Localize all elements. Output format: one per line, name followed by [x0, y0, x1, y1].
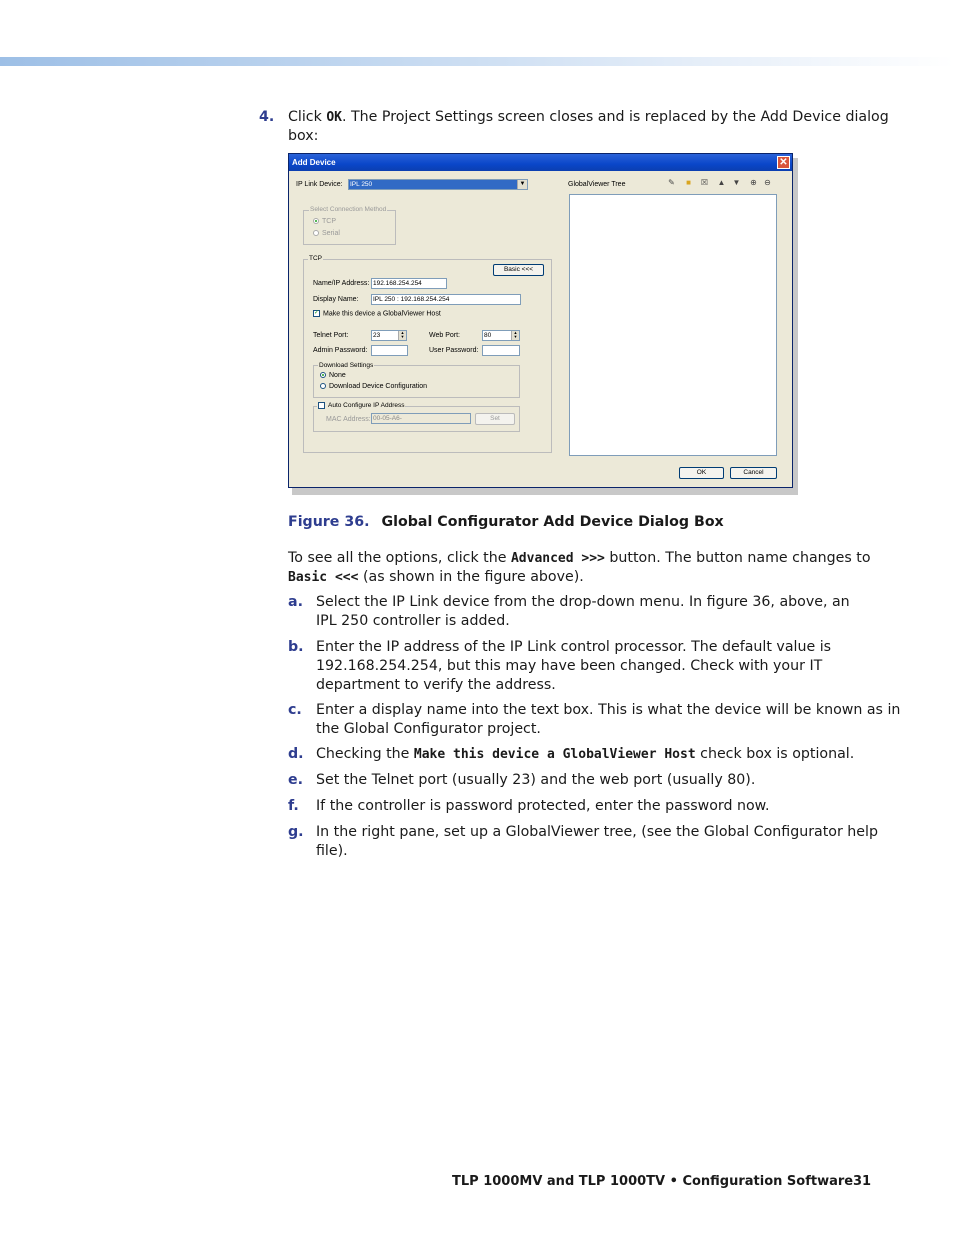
download-settings-group — [313, 365, 520, 398]
ip-link-dropdown[interactable]: IPL 250 ▼ — [348, 179, 528, 190]
dialog-title: Add Device — [289, 154, 792, 171]
step-text: Click OK. The Project Settings screen closes and is replaced by the Add Device dialog — [288, 109, 889, 125]
spinner-icon[interactable]: ▲ ▼ — [398, 331, 406, 340]
step-g-text: In the right pane, set up a GlobalViewer tree, (see the Global Configurator help — [316, 824, 878, 840]
set-button[interactable]: Set — [475, 413, 515, 425]
tcp-legend: TCP — [309, 255, 322, 262]
web-port-label: Web Port: — [429, 332, 460, 339]
cancel-button[interactable]: Cancel — [730, 467, 777, 479]
basic-button[interactable]: Basic <<< — [493, 264, 544, 276]
telnet-label: Telnet Port: — [313, 332, 349, 339]
add-device-dialog — [288, 153, 793, 488]
step-b-number: b. — [288, 639, 304, 655]
advanced-code: Advanced >>> — [510, 551, 605, 566]
delete-icon[interactable]: ☒ — [700, 178, 709, 187]
connection-method-legend: Select Connection Method — [310, 206, 387, 213]
ok-code: OK — [326, 110, 342, 125]
step-text-continued: box: — [288, 128, 319, 144]
intro-line-1: To see all the options, click the Advanced >>> button. The button name changes to — [288, 550, 871, 566]
display-name-field[interactable]: IPL 250 : 192.168.254.254 — [371, 294, 521, 305]
footer-title: TLP 1000MV and TLP 1000TV • Configuration Software — [452, 1174, 854, 1189]
step-f-number: f. — [288, 798, 299, 814]
display-name-label: Display Name: — [313, 296, 359, 303]
step-d-text: Checking the Make this device a GlobalViewer Host check box is optional. — [316, 746, 855, 762]
step-b-text-3: department to verify the address. — [316, 677, 556, 693]
move-down-icon[interactable]: ▼ — [732, 178, 741, 187]
tcp-radio[interactable]: TCP — [313, 218, 336, 225]
serial-radio[interactable]: Serial — [313, 230, 340, 237]
auto-ip-checkbox[interactable]: Auto Configure IP Address — [317, 402, 405, 409]
intro-line-2: Basic <<< (as shown in the figure above). — [288, 569, 584, 585]
spinner-icon[interactable]: ▲ ▼ — [511, 331, 519, 340]
step-c-text: Enter a display name into the text box. This is what the device will be known as in — [316, 702, 901, 718]
name-ip-label: Name/IP Address: — [313, 280, 370, 287]
step-b-text-2: 192.168.254.254, but this may have been changed. Check with your IT — [316, 658, 823, 674]
mac-address-label: MAC Address: — [326, 416, 371, 423]
step-a-text: Select the IP Link device from the drop-down menu. In figure 36, above, an — [316, 594, 850, 610]
remove-icon[interactable]: ⊖ — [764, 178, 771, 187]
admin-password-label: Admin Password: — [313, 347, 368, 354]
step-e-number: e. — [288, 772, 304, 788]
admin-password-field[interactable] — [371, 345, 408, 356]
connection-method-group — [303, 210, 396, 245]
name-ip-field[interactable]: 192.168.254.254 — [371, 278, 447, 289]
telnet-port-field[interactable]: 23 ▲ ▼ — [371, 330, 407, 341]
web-port-field[interactable]: 80 ▲ ▼ — [482, 330, 520, 341]
add-icon[interactable]: ⊕ — [750, 178, 757, 187]
step-e-text: Set the Telnet port (usually 23) and the web port (usually 80). — [316, 772, 756, 788]
move-up-icon[interactable]: ▲ — [717, 178, 726, 187]
download-none-radio[interactable]: None — [320, 372, 346, 379]
close-icon[interactable]: ✕ — [777, 156, 790, 169]
make-host-code: Make this device a GlobalViewer Host — [413, 747, 696, 762]
page-number: 31 — [853, 1174, 872, 1189]
step-d-number: d. — [288, 746, 304, 762]
step-b-text: Enter the IP address of the IP Link control processor. The default value is — [316, 639, 832, 655]
ip-link-label: IP Link Device: — [296, 181, 343, 188]
tree-label: GlobalViewer Tree — [568, 181, 626, 188]
step-g-text-2: file). — [316, 843, 348, 859]
user-password-label: User Password: — [429, 347, 479, 354]
step-f-text: If the controller is password protected, enter the password now. — [316, 798, 770, 814]
ok-button[interactable]: OK — [679, 467, 724, 479]
step-a-text-2: IPL 250 controller is added. — [316, 613, 510, 629]
figure-caption — [288, 514, 724, 530]
user-password-field[interactable] — [482, 345, 520, 356]
mac-address-field[interactable]: 00-05-A6- — [371, 413, 471, 424]
folder-icon[interactable]: ■ — [686, 178, 691, 187]
step-g-number: g. — [288, 824, 304, 840]
download-config-radio[interactable]: Download Device Configuration — [320, 383, 427, 390]
chevron-down-icon[interactable]: ▼ — [517, 180, 527, 189]
edit-icon[interactable]: ✎ — [668, 178, 675, 187]
step-number: 4. — [259, 109, 275, 125]
make-host-checkbox[interactable]: ✓ Make this device a GlobalViewer Host — [314, 310, 441, 318]
download-settings-legend: Download Settings — [319, 362, 374, 369]
basic-code: Basic <<< — [288, 570, 359, 585]
header-gradient-bar — [0, 57, 954, 66]
step-a-number: a. — [288, 594, 303, 610]
figure-title: Global Configurator Add Device Dialog Box — [381, 514, 724, 530]
step-c-number: c. — [288, 702, 302, 718]
figure-number: Figure 36. — [288, 514, 370, 530]
globalviewer-tree-pane[interactable] — [569, 194, 777, 456]
step-c-text-2: the Global Configurator project. — [316, 721, 541, 737]
